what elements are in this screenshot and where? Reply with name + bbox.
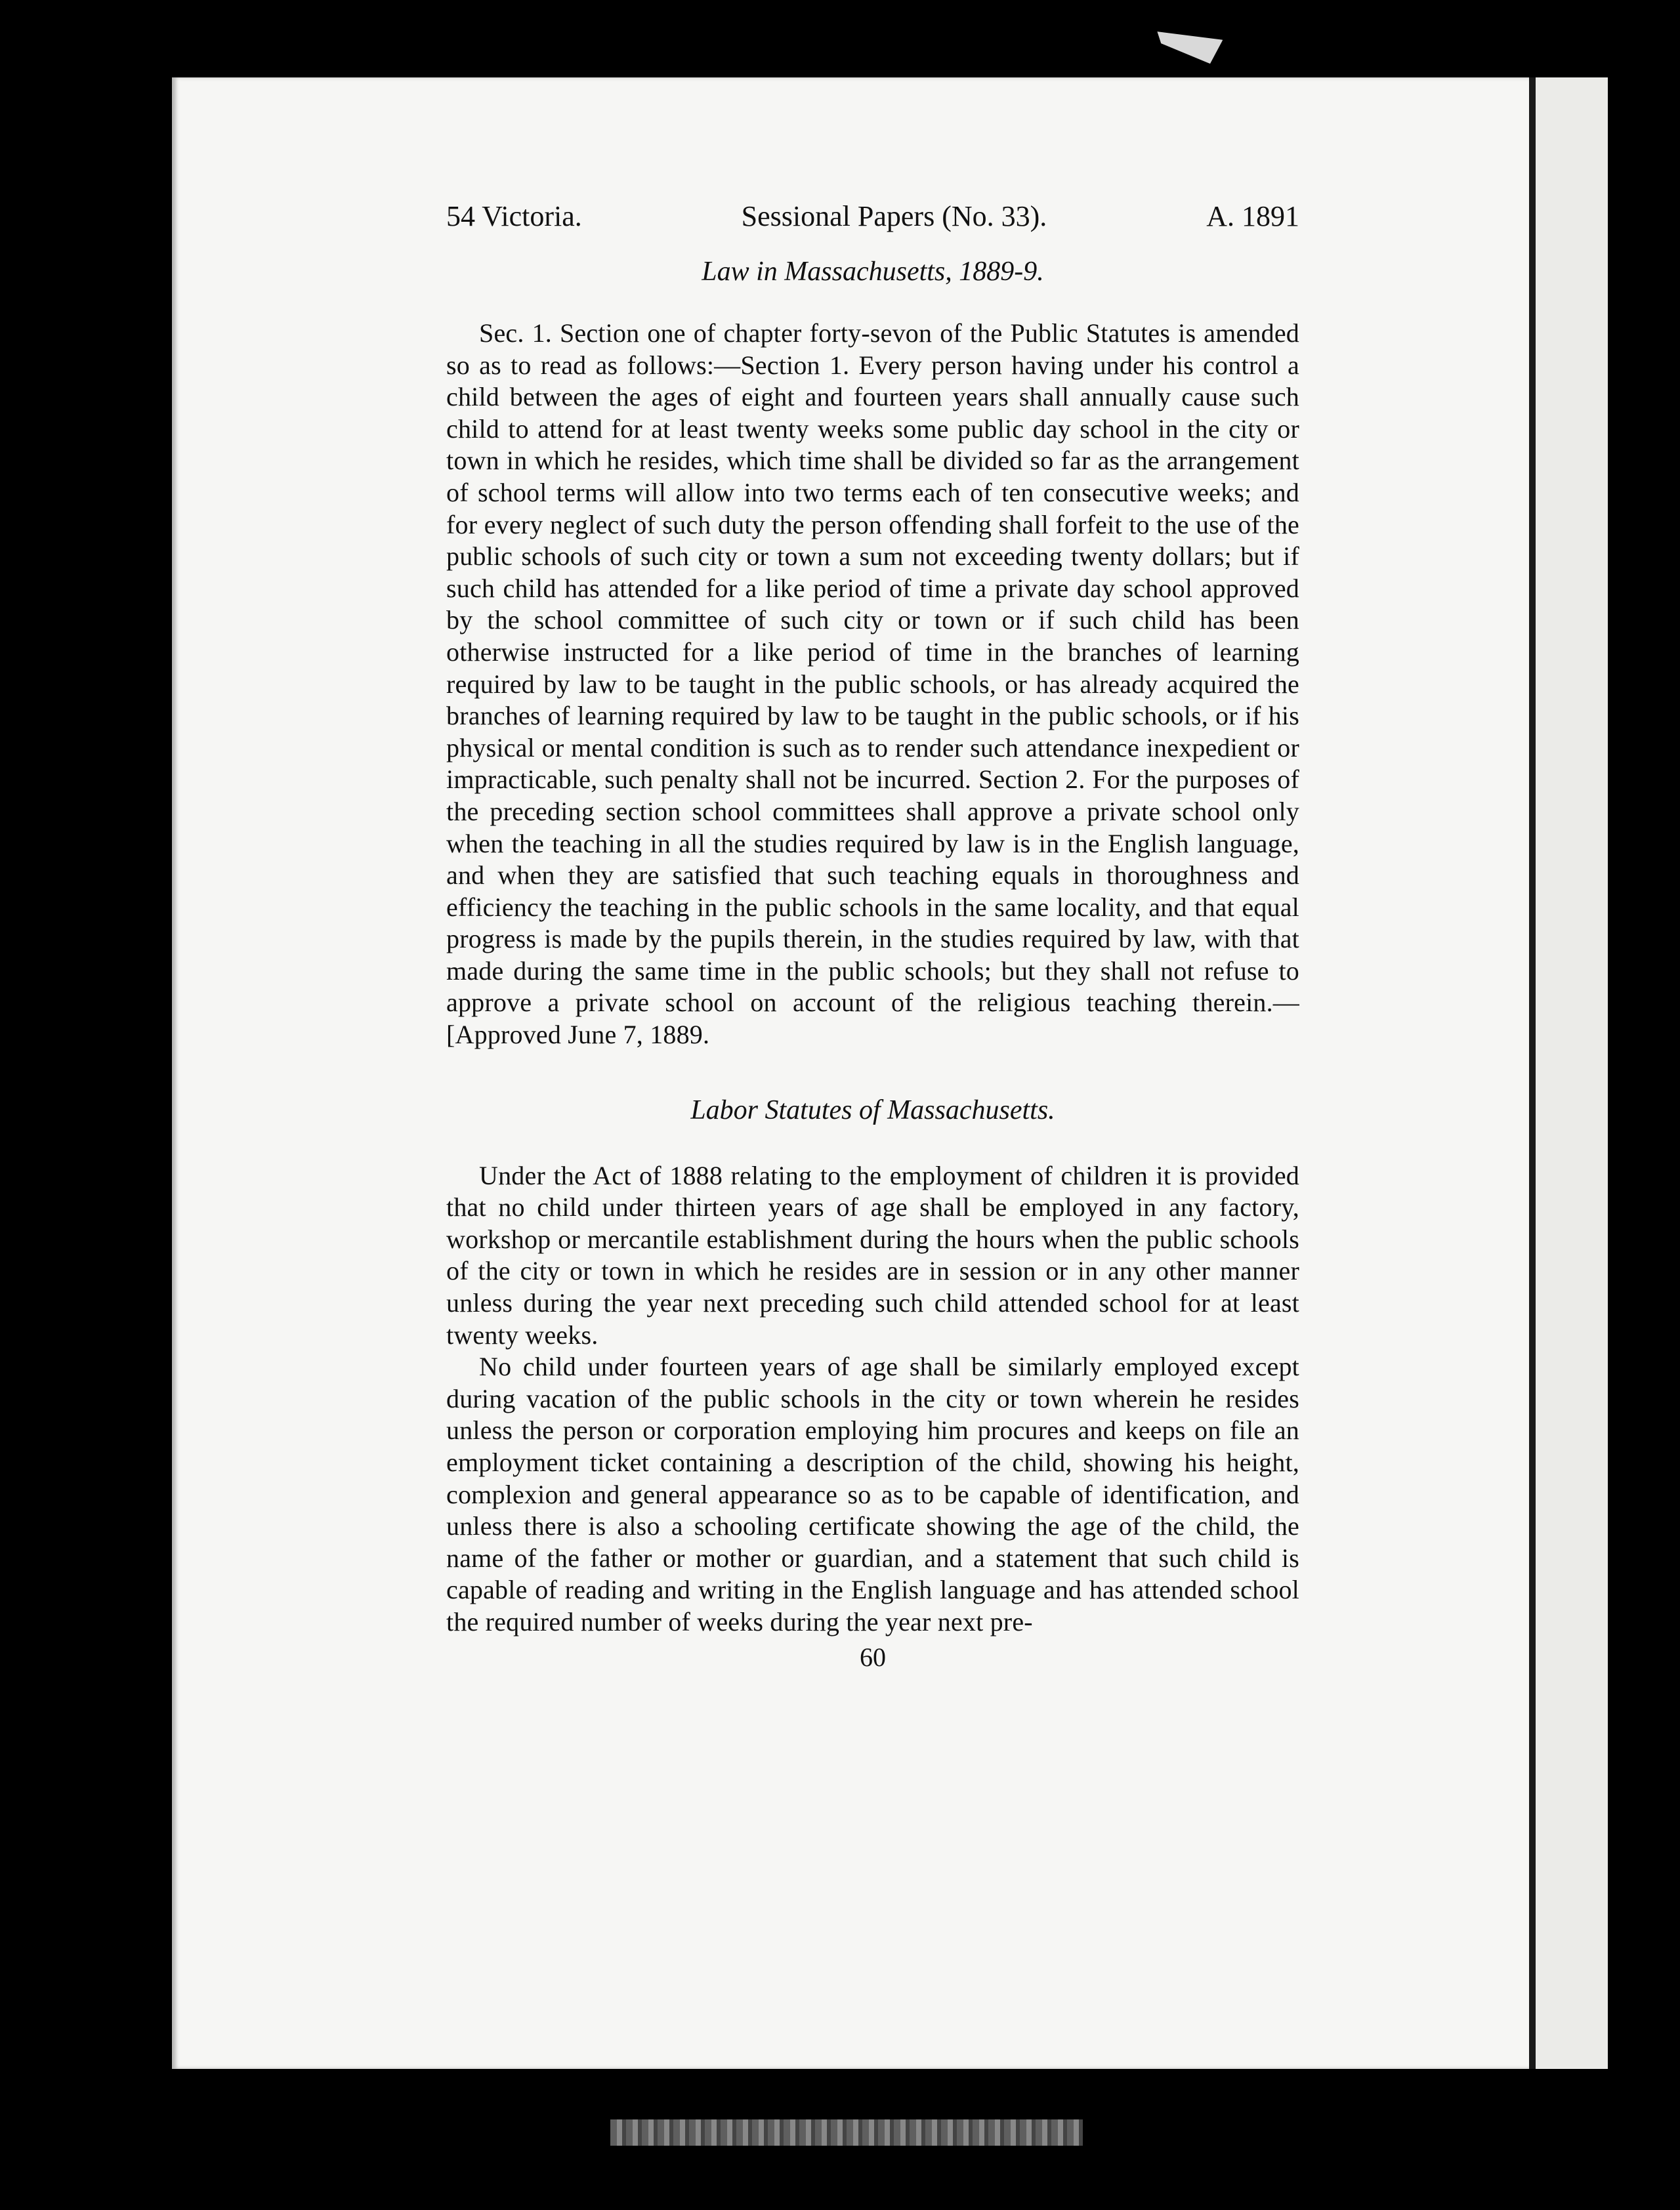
page-number: 60: [860, 1642, 886, 1672]
adjacent-page-edge: [1536, 77, 1608, 2069]
paragraph: Sec. 1. Section one of chapter forty-sevon of the Public Statutes is amended so as to read as follows:—Section 1. Every person having under his control a child between the ages of eight and fourteen years shall annually cause such child to attend for at least twenty weeks some public day school in the city or town in which he resides, which time shall be divided so far as the arrangement of school terms will allow into two terms each of ten consecutive weeks; and for every neglect of such duty the person offending shall forfeit to the use of the public schools of such city or town a sum not exceeding twenty dollars; but if such child has attended for a like period of time a private day school approved by the school committee of such city or town or if such child has been otherwise instructed for a like period of time in the branches of learning required by law to be taught in the public schools, or has already acquired the branches of learning required by law to be taught in the public schools, or if his physical or mental condition is such as to render such attendance inexpedient or impracticable, such penalty shall not be incurred. Section 2. For the purposes of the preceding section school committees shall approve a private school only when the teaching in all the studies required by law is in the English language, and when they are satisfied that such teaching equals in thoroughness and efficiency the teaching in the public schools in the same locality, and that equal progress is made by the pupils therein, in the studies required by law, with that made during the same time in the public schools; but they shall not refuse to approve a private school on account of the religious teaching therein.—[Approved June 7, 1889.: [446, 318, 1299, 1050]
section-title: Law in Massachusetts, 1889-9.: [702, 257, 1044, 287]
paragraph: Under the Act of 1888 relating to the employment of children it is provided that no child under thirteen years of age shall be employed in any factory, workshop or mercantile establishment during the hours when the public schools of the city or town in which he resides are in session or in any other manner unless during the year next preceding such child attended school for at least twenty weeks.: [446, 1160, 1299, 1350]
page-content: [446, 197, 1299, 1674]
section-title: Labor Statutes of Massachusetts.: [690, 1095, 1055, 1125]
scan-artifact: [1153, 24, 1223, 65]
scan-artifact-bottom: [610, 2119, 1083, 2146]
header-right: A. 1891: [1206, 200, 1299, 232]
page-gutter: [1529, 77, 1536, 2069]
paragraph: No child under fourteen years of age shall be similarly employed except during vacation of the public schools in the city or town wherein he resides unless the person or corporation employing him procures and keeps on file an employment ticket containing a description of the child, showing his height, complexion and general appearance so as to be capable of identification, and unless there is also a schooling certificate showing the age of the child, the name of the father or mother or guardian, and a statement that such child is capable of reading and writing in the English language and has attended school the required number of weeks during the year next pre-: [446, 1352, 1299, 1637]
running-header: [446, 197, 1299, 236]
header-center: Sessional Papers (No. 33).: [741, 200, 1047, 232]
header-left: 54 Victoria.: [446, 200, 582, 232]
